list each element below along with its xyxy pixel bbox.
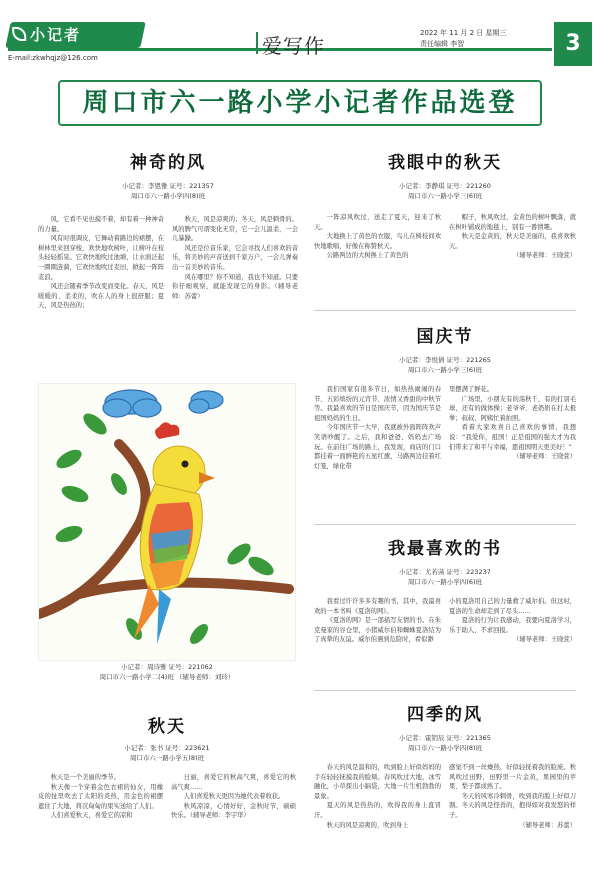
article-column — [314, 385, 441, 471]
cloud-icon — [103, 390, 223, 417]
paragraph: 感觉不到一丝燥热，好似轻抚着我的脸庞。秋风吹过田野，田野里一片金黄，果园里的苹果、梨子都成熟了。 — [449, 764, 576, 791]
paragraph: 秋天是一个美丽的季节。 — [50, 774, 120, 781]
paragraph: 夏天的风是热热的，吹得我的身上直冒汗。 — [314, 802, 441, 819]
article-author: 小记者：尤若菡 证号：223237 — [399, 568, 491, 576]
paragraph: （辅导老师：王晓萱） — [513, 453, 576, 461]
paragraph: 我们国家有很多节日，如热热闹闹的春节、五彩缤纷的元宵节、浓情又香甜的中秋节等。我最喜欢的节日是国庆节，因为国庆节是祖国妈妈的生日。 — [314, 386, 441, 422]
article-school: 周口市六一路小学三(6)班 — [407, 192, 483, 200]
article-column — [171, 773, 296, 821]
paragraph: 秋天，风是凉爽的；冬天，风是刺骨的。风的脾气可谓变化无常，它一会儿温柔，一会儿暴躁。 — [172, 216, 298, 243]
article-title: 秋天 — [148, 717, 186, 737]
article-school: 周口市六一路小学五(8)班 — [129, 754, 205, 762]
drawing-author: 小记者：周诗雅 证号：221062 — [121, 663, 213, 671]
article-column — [449, 213, 576, 261]
main-title: 周口市六一路小学小记者作品选登 — [58, 80, 542, 126]
issue-date: 2022 年 11 月 2 日 星期三 — [420, 29, 507, 37]
paragraph: 里摆满了鲜花。 — [449, 386, 494, 393]
paragraph: 小的夏洛用自己的力量救了威尔伯。但这时，夏洛的生命却走到了尽头…… — [449, 598, 576, 615]
paragraph: 春天的风是温和的，吹到脸上好似妈妈的手在轻轻抚摸我的脸颊。春风吹过大地，冰雪融化，小草探出小脑袋，大地一片生机勃勃的景象。 — [314, 764, 441, 800]
article-magic-wind — [38, 148, 298, 311]
paragraph: 我看过许许多多有趣的书，其中，我最喜欢的一本书叫《夏洛的网》。 — [314, 598, 441, 615]
section-title: 爱写作 — [262, 30, 325, 59]
article-column — [449, 385, 576, 471]
paragraph: 今年国庆节一大早，我就被外面阵阵欢声笑语吵醒了。之后，我和爸爸、妈妈去广场玩。在前往广场的路上，我发现，商店的门口都挂着一面鲜艳的五星红旗，马路两边挂着红灯笼，绿化带 — [314, 424, 441, 470]
paragraph: 风还会随着季节改变而变化。春天，风是暖暖的、柔柔的，吹在人的身上很舒服；夏天，风是热热的； — [38, 283, 164, 310]
paragraph: 公路两边的大树换上了黄色的 — [326, 252, 409, 260]
article-favorite-book — [314, 534, 576, 645]
article-author: 小记者：张书 证号：223621 — [124, 744, 210, 752]
article-autumn — [38, 712, 296, 821]
paragraph: 秋天的风是凉爽的，吹到身上 — [326, 821, 409, 829]
article-title: 我眼中的秋天 — [388, 153, 502, 173]
article-title: 国庆节 — [416, 327, 474, 347]
article-autumn-in-my-eyes — [314, 148, 576, 261]
paragraph: 风还是位音乐家，它会寻找人们喜欢的音乐，将美妙的声音送到千家万户，一会儿弹奏出一首美妙的音乐。 — [172, 244, 298, 271]
paragraph: 夏洛的行为让我感动，我要向夏洛学习，乐于助人，不求回报。 — [449, 617, 576, 634]
article-column — [172, 215, 298, 311]
paragraph: 广场里，小朋友有的荡秋千，有的打羽毛球，还有的做体操；老爷爷、老奶奶在打太极拳；叔叔、阿姨忙着拍照。 — [449, 395, 576, 422]
issue-info — [420, 28, 507, 50]
drawing-school: 周口市六一路小学二(4)班 （辅导老师：刘玲） — [99, 673, 235, 681]
article-author: 小记者：李静琪 证号：221260 — [399, 182, 491, 190]
paragraph: 冬天的风寒冷刺骨，吹到我的脸上好似刀割。冬天的风是怪兽的，抱得如对我发怒的样子。 — [449, 792, 576, 819]
paragraph: 人们喜爱秋天，喜爱它的凉和 — [50, 812, 133, 820]
paragraph: 看着大家欢喜自己喜欢的事情，我想说：“我爱你，祖国！正是祖国的强大才为我们带来了和平与幸福，愿祖国明天更美好！” — [449, 424, 576, 451]
article-author: 小记者：霍钥辰 证号：221365 — [399, 734, 491, 742]
email-address: E-mail:zkwhqjz@126.com — [8, 54, 98, 62]
article-column — [449, 763, 576, 830]
page-number: 3 — [554, 22, 592, 66]
responsible-editor: 责任编辑 李智 — [420, 40, 465, 48]
paragraph: 风在哪里？你不知道，我也不知道。只要你仔细观察，就能发现它的身影。（辅导老师：苏蕾） — [172, 273, 298, 300]
article-title: 我最喜欢的书 — [388, 539, 502, 559]
paragraph: 秋天像一个穿着金色衣裙的仙女，用橡皮的扯里吹去了太阳的炎热，用金色的裙摆遮住了大地，将沉甸甸的果实送给了人们。 — [38, 783, 163, 810]
article-column — [314, 597, 441, 645]
paragraph: （辅导老师：苏蕾） — [519, 821, 576, 829]
logo-text: 小记者 — [30, 26, 82, 44]
article-school: 周口市六一路小学四(8)班 — [407, 744, 483, 752]
bird-figure — [134, 422, 215, 644]
article-column — [38, 773, 163, 821]
article-column — [314, 213, 441, 261]
article-author: 小记者：李恩雅 证号：221357 — [122, 182, 214, 190]
article-title: 四季的风 — [407, 705, 483, 725]
article-title: 神奇的风 — [130, 153, 206, 173]
divider — [314, 310, 576, 311]
children-drawing-bird — [38, 383, 296, 661]
article-four-seasons-wind — [314, 700, 576, 830]
bird-drawing-image — [39, 384, 295, 660]
article-school: 周口市六一路小学四(6)班 — [407, 578, 483, 586]
paragraph: 风，它看不见也摸不着，却有着一种神奇的力量。 — [38, 216, 164, 233]
article-column — [38, 215, 164, 311]
paragraph: 人们喜爱秋天更因为她代表着收获。 — [183, 793, 285, 801]
paragraph: 秋天是金黄的，秋天是美丽的，我喜欢秋天。 — [449, 233, 576, 250]
paragraph: 一阵凉风吹过，送走了夏天，迎来了秋天。 — [314, 214, 441, 231]
divider — [314, 690, 576, 691]
paragraph: （辅导老师：王晓萱） — [513, 252, 576, 260]
newspaper-logo — [5, 22, 146, 48]
paragraph: 帽子，秋风吹过，金黄色的树叶飘落，就在树叶铺成的地毯上，别有一番情趣。 — [449, 214, 576, 231]
paragraph: 风有时很调皮，它舞动着路边的裙摆，在树林里来回穿梭，欢快地吹树叶，让树叶在枝头轻轻摇晃。它欢快地吹过池塘，让水面泛起一圈圈涟漪，它欢快地吹过麦田，掀起一阵阵麦浪。 — [38, 235, 164, 281]
article-column — [449, 597, 576, 645]
divider — [314, 524, 576, 525]
paragraph: 《夏洛的网》是一部描写友情的书。在朱克曼家的谷仓里，小猪威尔伯和蜘蛛夏洛结为了真挚的友谊。威尔伯遇到危险时，看似渺 — [314, 617, 441, 644]
paragraph: 大地换上了黄色的衣服，鸟儿在树枝间欢快地歌唱，好像在称赞秋天。 — [314, 233, 441, 250]
paragraph: 日丽，喜爱它的秋高气爽，喜爱它的秋高气爽…… — [171, 774, 296, 791]
paragraph: （辅导老师：王晓萱） — [513, 636, 576, 644]
paragraph: 秋风凉凉，心情好好，金秋时节，硕硕快乐。（辅导老师：李宇华） — [171, 802, 296, 820]
article-school: 周口市六一路小学四(8)班 — [130, 192, 206, 200]
article-column — [314, 763, 441, 830]
article-school: 周口市六一路小学三(6)班 — [407, 366, 483, 374]
article-author: 小记者：李悦倩 证号：221265 — [399, 356, 491, 364]
article-national-day — [314, 322, 576, 471]
